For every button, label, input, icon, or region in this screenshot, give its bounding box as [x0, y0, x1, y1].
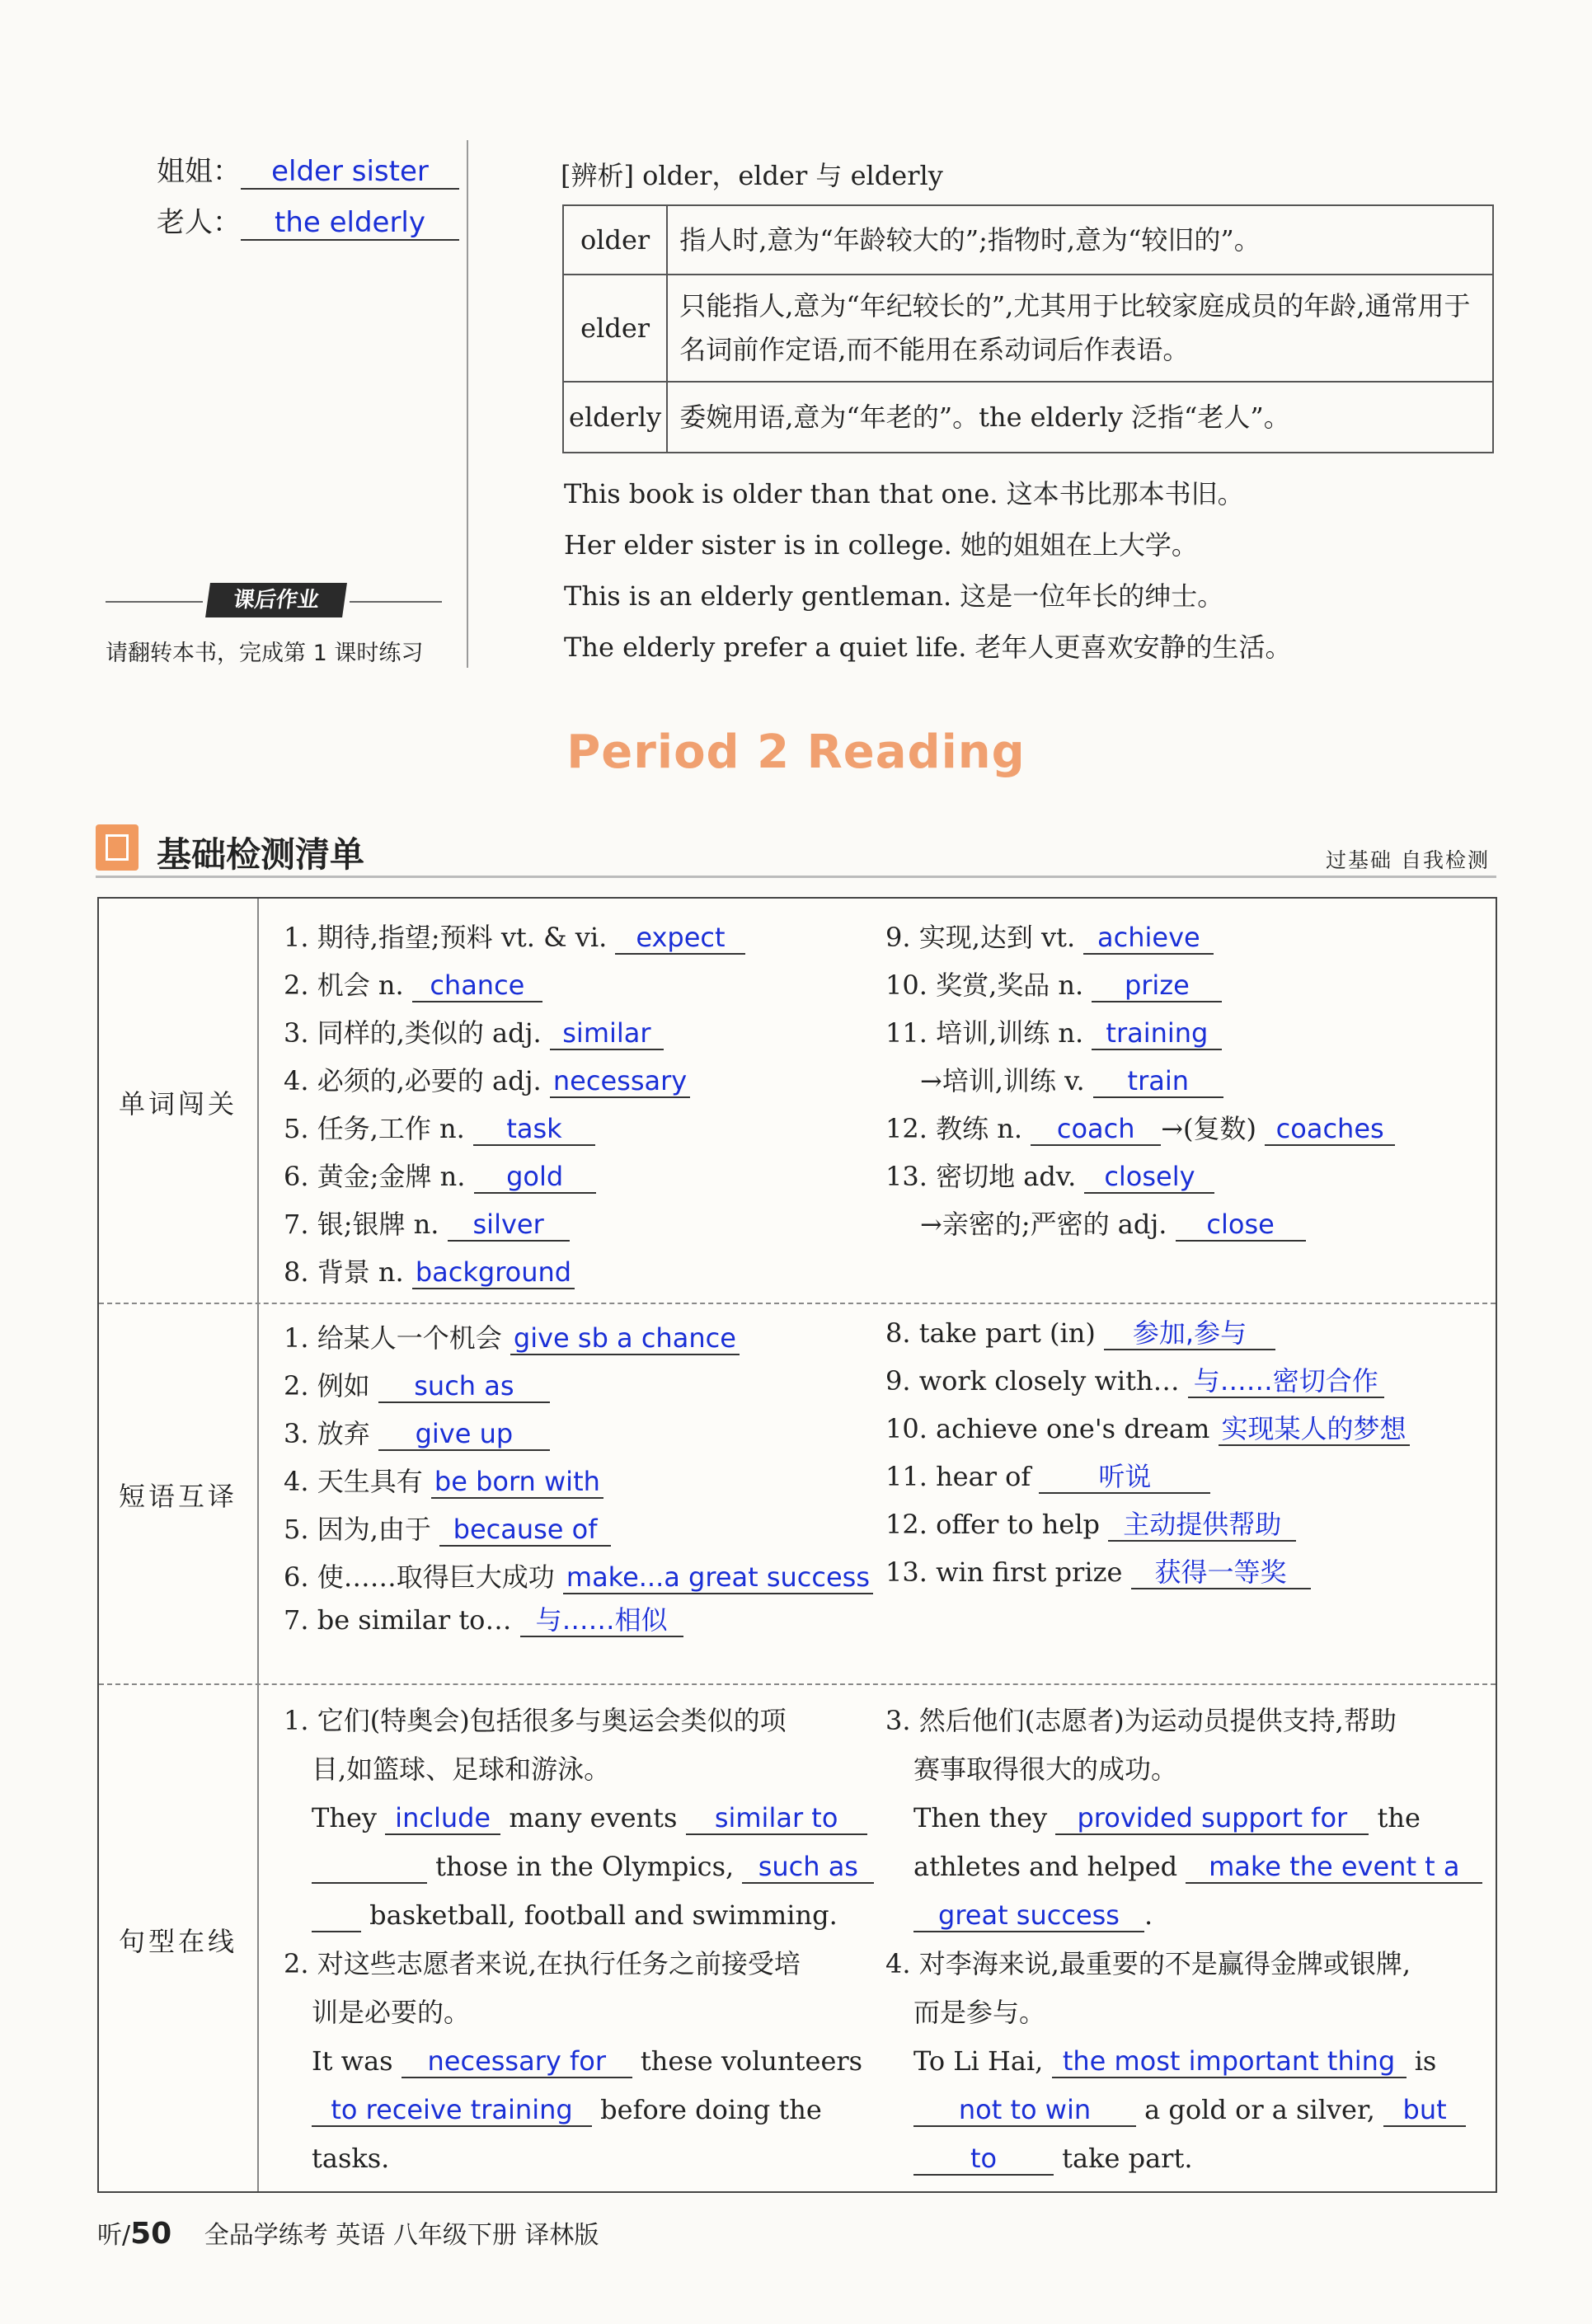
example-sentence: This book is older than that one. 这本书比那本书旧。 [564, 478, 1244, 509]
question: 7. be similar to… [284, 1604, 512, 1636]
answer-blank: make the event t a [1186, 1852, 1482, 1884]
answer-blank: 听说 [1039, 1462, 1210, 1494]
page-footer [97, 2214, 599, 2251]
answer-blank: coaches [1265, 1114, 1395, 1146]
def-label: 老人： [157, 206, 241, 239]
question: 3. 放弃 [284, 1418, 370, 1449]
answer-blank: such as [742, 1852, 874, 1884]
question: →亲密的;严密的 adj. [920, 1209, 1167, 1240]
answer-blank: chance [412, 970, 542, 1002]
phrase-item [284, 1413, 550, 1451]
question: 5. 任务,工作 n. [284, 1113, 465, 1144]
answer-blank: silver [448, 1209, 570, 1242]
text: a gold or a silver, [1144, 2094, 1375, 2125]
period-title: Period 2 Reading [566, 725, 1026, 779]
text-cell: 只能指人,意为“年纪较长的”,尤其用于比较家庭成员的年龄,通常用于名词前作定语,而不能用在系动词后作表语。 [667, 275, 1493, 382]
phrase-item [284, 1317, 740, 1355]
answer-blank: to receive training [312, 2095, 592, 2127]
question: 6. 使……取得巨大成功 [284, 1561, 555, 1593]
answer-blank: give sb a chance [510, 1323, 740, 1355]
divider [350, 601, 442, 603]
footer-prefix: 听/ [97, 2221, 131, 2250]
question: 10. 奖赏,奖品 n. [885, 970, 1084, 1001]
question: 9. 实现,达到 vt. [885, 922, 1076, 953]
question: 2. 例如 [284, 1370, 370, 1401]
question: →(复数) [1161, 1113, 1256, 1144]
answer-blank: training [1092, 1018, 1222, 1050]
question: 训是必要的。 [312, 1997, 471, 2028]
column-divider [467, 140, 468, 668]
answer-blank: the most important thing [1052, 2046, 1407, 2078]
phrase-item [284, 1556, 873, 1594]
text-cell: 委婉用语,意为“年老的”。the elderly 泛指“老人”。 [667, 382, 1493, 453]
answer-blank: 与……密切合作 [1188, 1366, 1384, 1398]
answer-blank: give up [378, 1419, 550, 1451]
answer-blank: train [1093, 1066, 1223, 1098]
sentence-item-3 [885, 1697, 1479, 1940]
answer-blank: closely [1084, 1162, 1214, 1194]
example-sentence: This is an elderly gentleman. 这是一位年长的绅士。 [564, 580, 1224, 612]
question: 目,如篮球、足球和游泳。 [312, 1754, 611, 1785]
answer-blank: provided support for [1055, 1803, 1369, 1835]
row-divider [99, 1303, 1496, 1304]
word-item [885, 1156, 1214, 1194]
word-item [920, 1060, 1223, 1098]
word-item [885, 1108, 1395, 1146]
phrase-item [885, 1413, 1410, 1446]
exercise-table [97, 897, 1497, 2193]
page-number: 50 [130, 2217, 172, 2251]
text: many events [509, 1802, 678, 1833]
analysis-title: [辨析] older，elder 与 elderly [561, 160, 943, 191]
question: 11. hear of [885, 1461, 1031, 1492]
word-item [284, 917, 745, 955]
word-item [284, 1204, 570, 1242]
section-rule [96, 876, 1496, 878]
row-label-phrases: 短语互译 [118, 1481, 237, 1512]
footer-text: 全品学练考 英语 八年级下册 译林版 [204, 2221, 599, 2250]
answer-blank: 获得一等奖 [1131, 1557, 1311, 1589]
row-label-words: 单词闯关 [118, 1088, 237, 1120]
word-cell: older [563, 205, 667, 275]
question: 10. achieve one's dream [885, 1413, 1210, 1444]
question: 4. 必须的,必要的 adj. [284, 1065, 542, 1096]
answer-blank: 与……相似 [520, 1605, 683, 1637]
question: 11. 培训,训练 n. [885, 1017, 1084, 1049]
question: 4. 天生具有 [284, 1466, 423, 1497]
phrase-item [885, 1461, 1210, 1494]
section-tag: 过基础 自我检测 [1326, 848, 1490, 872]
phrase-item [284, 1461, 603, 1499]
divider [106, 601, 203, 603]
answer-blank: such as [378, 1371, 550, 1403]
text: those in the Olympics, [435, 1851, 735, 1882]
question: 2. 对这些志愿者来说,在执行任务之前接受培 [284, 1948, 801, 1979]
answer-blank: task [473, 1114, 595, 1146]
word-item [284, 1251, 575, 1289]
sentence-item-2 [284, 1940, 861, 2183]
text-cell: 指人时,意为“年龄较大的”;指物时,意为“较旧的”。 [667, 205, 1493, 275]
question: 3. 同样的,类似的 adj. [284, 1017, 542, 1049]
question: 3. 然后他们(志愿者)为运动员提供支持,帮助 [885, 1705, 1397, 1736]
section-title: 基础检测清单 [157, 834, 365, 875]
text: take part. [1062, 2143, 1193, 2174]
answer-blank: 实现某人的梦想 [1219, 1414, 1410, 1446]
answer-blank [312, 1900, 361, 1932]
answer-blank: coach [1031, 1114, 1161, 1146]
answer-blank: close [1176, 1209, 1306, 1242]
answer-blank: necessary for [402, 2046, 632, 2078]
word-item [885, 965, 1222, 1002]
word-item [920, 1204, 1306, 1242]
example-sentence: The elderly prefer a quiet life. 老年人更喜欢安静的生活。 [564, 631, 1292, 663]
table-row [563, 205, 1493, 275]
sentence-item-1 [284, 1697, 861, 1940]
answer-blank: background [412, 1257, 575, 1289]
answer-blank: achieve [1083, 923, 1214, 955]
answer-blank: necessary [550, 1066, 690, 1098]
word-item [284, 965, 542, 1002]
answer-blank: to [913, 2143, 1054, 2176]
answer-blank [312, 1852, 427, 1884]
answer-blank: not to win [913, 2095, 1136, 2127]
table-row [563, 275, 1493, 382]
answer-blank: the elderly [241, 207, 459, 241]
word-item [284, 1156, 596, 1194]
sentence-item-4 [885, 1940, 1479, 2183]
def-the-elderly [157, 200, 459, 241]
answer-blank: because of [439, 1514, 611, 1547]
question: 5. 因为,由于 [284, 1514, 431, 1545]
text: Then they [913, 1802, 1048, 1833]
question: 13. 密切地 adv. [885, 1161, 1077, 1192]
question: 而是参与。 [913, 1997, 1046, 2028]
answer-blank: similar [550, 1018, 664, 1050]
def-elder-sister [157, 148, 459, 190]
text: athletes and helped [913, 1851, 1178, 1882]
text: is [1414, 2045, 1437, 2077]
example-sentence: Her elder sister is in college. 她的姐姐在上大学。 [564, 529, 1198, 561]
question: 2. 机会 n. [284, 970, 404, 1001]
answer-blank: similar to [686, 1803, 867, 1835]
answer-blank: elder sister [241, 156, 459, 190]
question: 12. 教练 n. [885, 1113, 1023, 1144]
word-item [284, 1012, 664, 1050]
answer-blank: prize [1092, 970, 1222, 1002]
question: →培训,训练 v. [920, 1065, 1085, 1096]
answer-blank: include [385, 1803, 500, 1835]
column-divider [257, 899, 259, 2191]
phrase-item [885, 1365, 1384, 1398]
question: 4. 对李海来说,最重要的不是赢得金牌或银牌, [885, 1948, 1411, 1979]
answer-blank: make...a great success [563, 1562, 873, 1594]
phrase-item [885, 1556, 1311, 1589]
word-item [284, 1108, 595, 1146]
phrase-item [284, 1365, 550, 1403]
phrase-item [885, 1509, 1296, 1542]
answer-blank: 主动提供帮助 [1108, 1509, 1296, 1542]
text: To Li Hai, [913, 2045, 1044, 2077]
text: before doing the [600, 2094, 822, 2125]
word-cell: elder [563, 275, 667, 382]
homework-text: 请翻转本书，完成第 1 课时练习 [106, 641, 424, 666]
answer-blank: 参加,参与 [1104, 1318, 1275, 1350]
question: 13. win first prize [885, 1556, 1123, 1588]
phrase-item [284, 1604, 683, 1637]
row-label-sentences: 句型在线 [118, 1926, 237, 1957]
section-icon [96, 824, 139, 871]
text: . [1144, 1899, 1153, 1931]
word-item [885, 917, 1214, 955]
row-divider [99, 1683, 1496, 1685]
analysis-table [562, 204, 1494, 453]
word-item [284, 1060, 690, 1098]
text: They [312, 1802, 377, 1833]
table-row [563, 382, 1493, 453]
answer-blank: expect [615, 923, 745, 955]
word-item [885, 1012, 1222, 1050]
question: 1. 它们(特奥会)包括很多与奥运会类似的项 [284, 1705, 787, 1736]
answer-blank: be born with [431, 1467, 603, 1499]
question: 1. 给某人一个机会 [284, 1322, 502, 1354]
text: basketball, football and swimming. [369, 1899, 838, 1931]
answer-blank: great success [913, 1900, 1144, 1932]
question: 1. 期待,指望;预料 vt. & vi. [284, 922, 608, 953]
question: 8. take part (in) [885, 1317, 1096, 1349]
answer-blank: but [1383, 2095, 1466, 2127]
phrase-item [284, 1509, 611, 1547]
def-label: 姐姐： [157, 155, 241, 188]
text: It was [312, 2045, 393, 2077]
question: 8. 背景 n. [284, 1256, 404, 1288]
question: 6. 黄金;金牌 n. [284, 1161, 466, 1192]
text: tasks. [312, 2143, 390, 2174]
phrase-item [885, 1317, 1275, 1350]
word-cell: elderly [563, 382, 667, 453]
question: 赛事取得很大的成功。 [913, 1754, 1178, 1785]
text: the [1377, 1802, 1421, 1833]
question: 7. 银;银牌 n. [284, 1209, 439, 1240]
text: these volunteers [640, 2045, 863, 2077]
homework-badge: 课后作业 [205, 583, 347, 617]
question: 9. work closely with… [885, 1365, 1180, 1397]
question: 12. offer to help [885, 1509, 1101, 1540]
answer-blank: gold [474, 1162, 596, 1194]
